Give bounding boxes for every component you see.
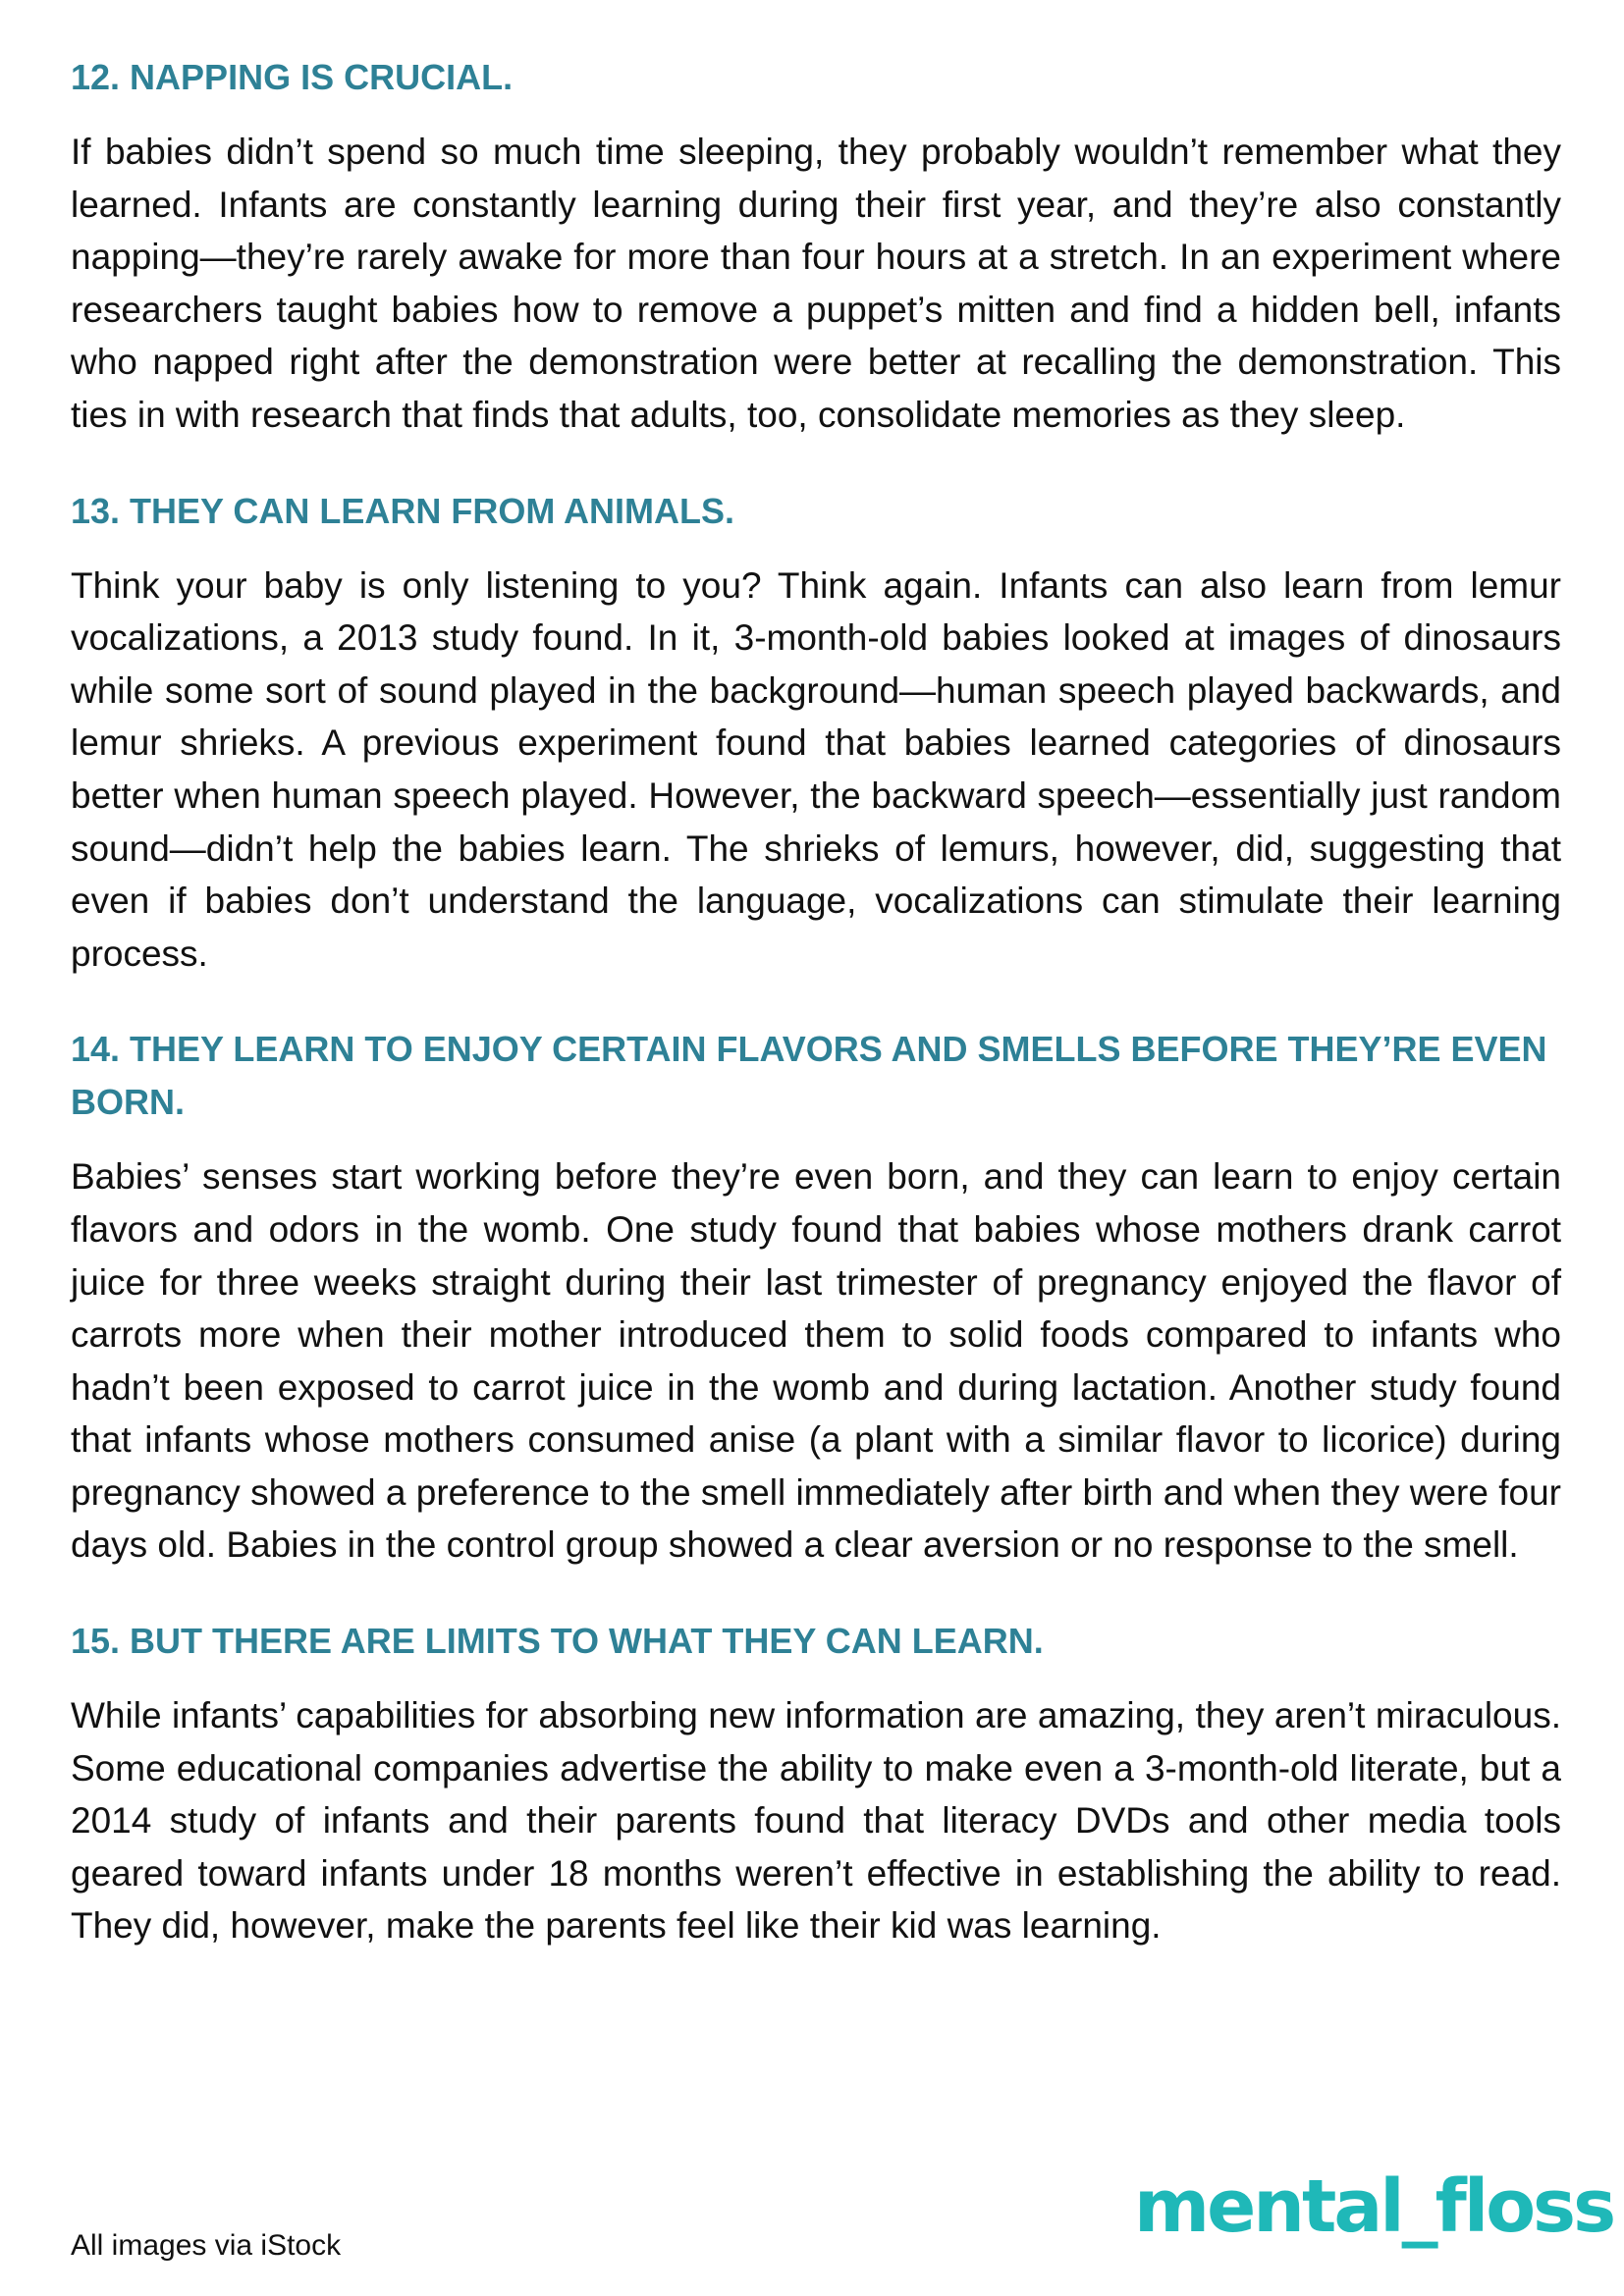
section-body: While infants’ capabilities for absorbing new information are amazing, they aren’t miraculous. Some educational companies advertise the ability to make even a 3-month-old literate, but a 2014 study of infants and their parents found that literacy DVDs and other media tools geared toward infants under 18 months weren’t effective in establishing the ability to read. They did, however, make the parents feel like their kid was learning. (71, 1695, 1561, 1947)
article-page (71, 51, 1561, 1952)
section-heading: 15. BUT THERE ARE LIMITS TO WHAT THEY CAN LEARN. (71, 1621, 1044, 1662)
section-heading: 12. NAPPING IS CRUCIAL. (71, 57, 514, 97)
section-heading: 14. THEY LEARN TO ENJOY CERTAIN FLAVORS AND SMELLS BEFORE THEY’RE EVEN BORN. (71, 1029, 1547, 1123)
section-napping (71, 51, 1561, 442)
section-animals (71, 485, 1561, 981)
section-body: Think your baby is only listening to you? Think again. Infants can also learn from lemur vocalizations, a 2013 study found. In it, 3-month-old babies looked at images of dinosaurs while some sort of sound played in the background—human speech played backwards, and lemur shrieks. A previous experiment found that babies learned categories of dinosaurs better when human speech played. However, the backward speech—essentially just random sound—didn’t help the babies learn. The shrieks of lemurs, however, did, suggesting that even if babies don’t understand the language, vocalizations can stimulate their learning process. (71, 564, 1561, 974)
section-limits (71, 1615, 1561, 1952)
image-credit: All images via iStock (71, 2229, 342, 2262)
section-body: If babies didn’t spend so much time sleeping, they probably wouldn’t remember what they learned. Infants are constantly learning during their first year, and they’re also constantly napping—they’re rarely awake for more than four hours at a stretch. In an experiment where researchers taught babies how to remove a puppet’s mitten and find a hidden bell, infants who napped right after the demonstration were better at recalling the demonstration. This ties in with research that finds that adults, too, consolidate memories as they sleep. (71, 132, 1561, 435)
section-flavors (71, 1023, 1561, 1572)
section-heading: 13. THEY CAN LEARN FROM ANIMALS. (71, 490, 735, 531)
section-body: Babies’ senses start working before they’re even born, and they can learn to enjoy certain flavors and odors in the womb. One study found that babies whose mothers drank carrot juice for three weeks straight during their last trimester of pregnancy enjoyed the flavor of carrots more when their mother introduced them to solid foods compared to infants who hadn’t been exposed to carrot juice in the womb and during lactation. Another study found that infants whose mothers consumed anise (a plant with a similar flavor to licorice) during pregnancy showed a preference to the smell immediately after birth and when they were four days old. Babies in the control group showed a clear aversion or no response to the smell. (71, 1156, 1561, 1566)
mental-floss-logo: mental_floss (1134, 2164, 1614, 2249)
